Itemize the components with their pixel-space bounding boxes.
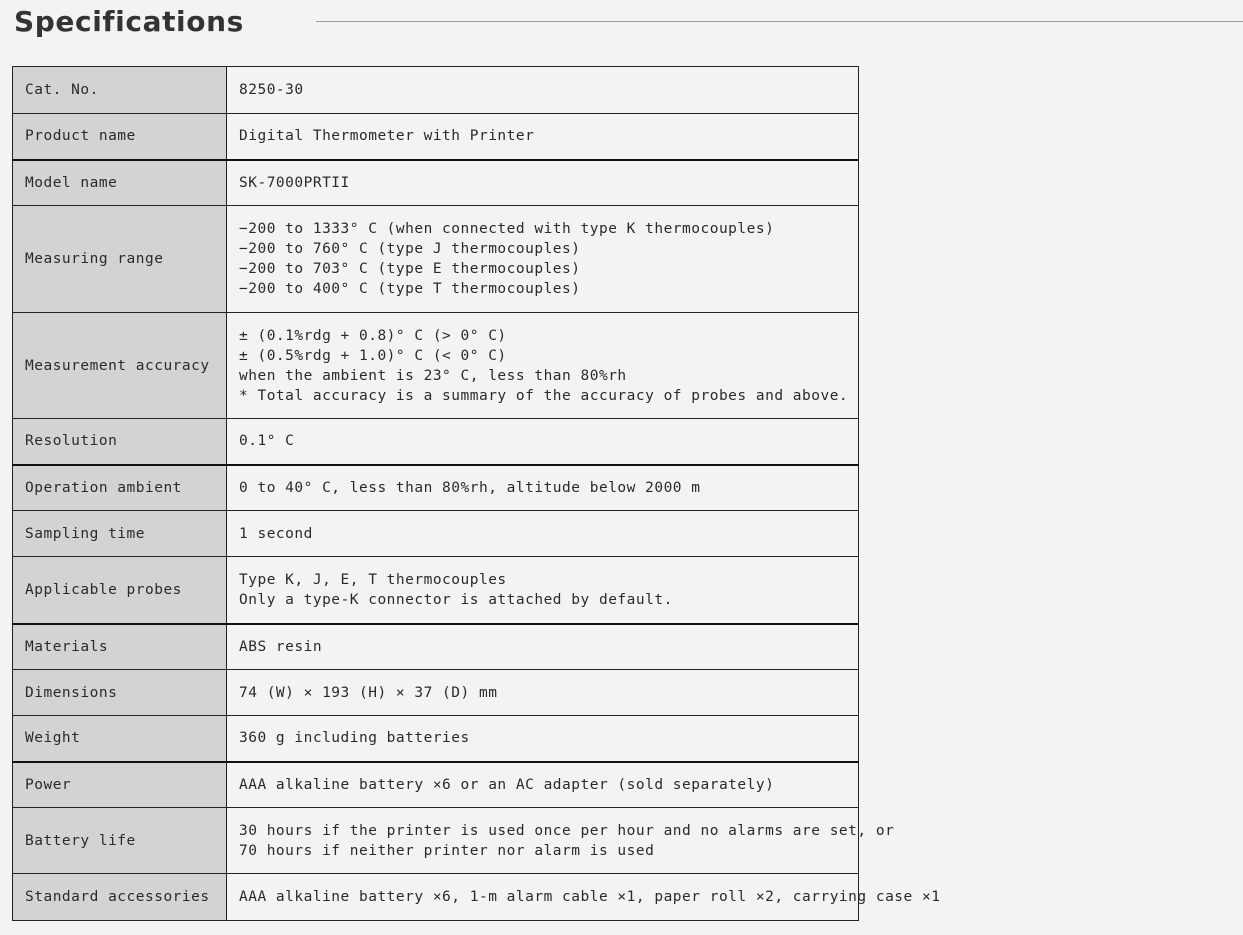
spec-value (227, 313, 859, 419)
spec-value (227, 762, 859, 808)
spec-label: Cat. No. (13, 67, 227, 114)
spec-label: Product name (13, 114, 227, 160)
spec-row (13, 716, 859, 762)
spec-value (227, 206, 859, 313)
spec-label: Measurement accuracy (13, 313, 227, 419)
spec-value (227, 465, 859, 511)
spec-value-line: SK-7000PRTII (239, 174, 350, 191)
spec-value-line: −200 to 1333° C (when connected with type K thermocouples) (239, 221, 775, 237)
spec-value (227, 808, 895, 874)
spec-row (13, 114, 859, 160)
spec-label: Measuring range (13, 206, 227, 313)
spec-label: Weight (13, 716, 227, 762)
spec-label: Battery life (13, 808, 227, 874)
spec-value (227, 114, 859, 160)
spec-value-line: 70 hours if neither printer nor alarm is used (239, 842, 655, 859)
spec-value (227, 624, 859, 670)
spec-label: Operation ambient (13, 465, 227, 511)
spec-value-line: Only a type-K connector is attached by default. (239, 591, 673, 608)
spec-value (227, 874, 941, 921)
spec-value-line: Digital Thermometer with Printer (239, 128, 535, 145)
spec-row (13, 557, 859, 624)
spec-row (13, 624, 859, 670)
spec-row (13, 206, 859, 313)
spec-value (227, 670, 859, 716)
spec-label: Applicable probes (13, 557, 227, 624)
spec-row (13, 808, 859, 874)
spec-value (227, 511, 859, 557)
spec-row (13, 465, 859, 511)
spec-value-line: 0.1° C (239, 433, 295, 450)
page-title: Specifications (14, 5, 244, 38)
spec-value-line: when the ambient is 23° C, less than 80%rh (239, 367, 627, 384)
spec-value-line: AAA alkaline battery ×6 or an AC adapter (sold separately) (239, 776, 775, 793)
spec-row (13, 313, 859, 419)
spec-value-line: ± (0.1%rdg + 0.8)° C (> 0° C) (239, 327, 507, 344)
spec-value (227, 160, 859, 206)
spec-label: Standard accessories (13, 874, 227, 921)
specifications-table (12, 66, 941, 921)
spec-value-line: ± (0.5%rdg + 1.0)° C (< 0° C) (239, 347, 507, 364)
spec-value-line: 1 second (239, 525, 313, 542)
spec-label: Power (13, 762, 227, 808)
spec-row (13, 419, 859, 465)
spec-row (13, 160, 859, 206)
spec-value (227, 716, 859, 762)
spec-value (227, 419, 859, 465)
spec-label: Resolution (13, 419, 227, 465)
title-divider (316, 21, 1243, 22)
spec-row (13, 874, 859, 921)
spec-label: Dimensions (13, 670, 227, 716)
spec-label: Model name (13, 160, 227, 206)
spec-label: Materials (13, 624, 227, 670)
spec-row (13, 762, 859, 808)
spec-row (13, 511, 859, 557)
spec-value-line: 30 hours if the printer is used once per hour and no alarms are set, or (239, 822, 895, 839)
spec-value-line: −200 to 703° C (type E thermocouples) (239, 261, 581, 277)
spec-value-line: −200 to 400° C (type T thermocouples) (239, 281, 581, 297)
spec-label: Sampling time (13, 511, 227, 557)
spec-value-line: 360 g including batteries (239, 730, 470, 747)
spec-value-line: 74 (W) × 193 (H) × 37 (D) mm (239, 684, 498, 701)
spec-value-line: 0 to 40° C, less than 80%rh, altitude below 2000 m (239, 479, 701, 496)
spec-value (227, 557, 859, 624)
spec-value-line: ABS resin (239, 638, 323, 655)
spec-value-line: 8250-30 (239, 82, 304, 98)
spec-value-line: AAA alkaline battery ×6, 1-m alarm cable ×1, paper roll ×2, carrying case ×1 (239, 889, 941, 905)
spec-value (227, 67, 859, 114)
spec-value-line: −200 to 760° C (type J thermocouples) (239, 241, 581, 257)
spec-row (13, 67, 859, 114)
spec-row (13, 670, 859, 716)
spec-value-line: * Total accuracy is a summary of the accuracy of probes and above. (239, 387, 849, 404)
spec-value-line: Type K, J, E, T thermocouples (239, 571, 507, 588)
